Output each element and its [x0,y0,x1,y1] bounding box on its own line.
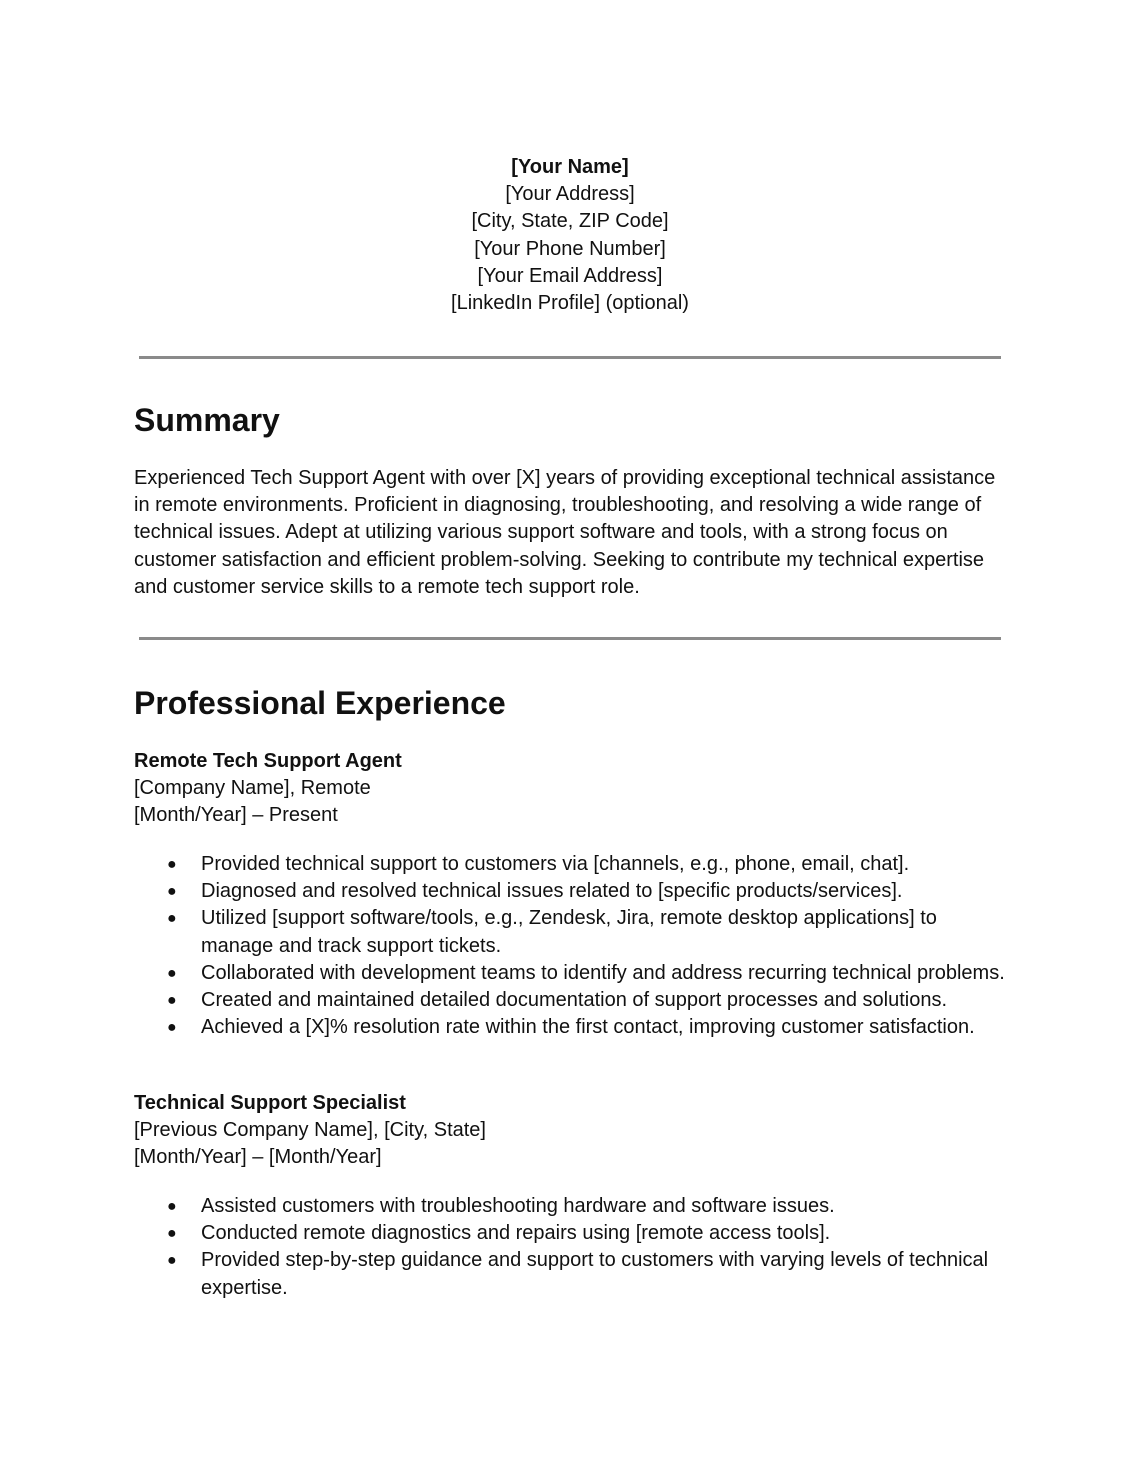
job-bullet-list [134,1193,1014,1302]
divider-middle [139,637,1001,640]
bullet-dot-icon: ● [167,964,177,982]
bullet-dot-icon: ● [167,1198,177,1215]
summary-text: Experienced Tech Support Agent with over [X] years of providing exceptional technical assistance in remote environments. Proficient in diagnosing, troubleshooting, and resolving a wide range of technical issues. Adept at utilizing various support software and tools, with a strong focus on customer satisfaction and efficient problem-solving. Seeking to contribute my technical expertise and customer service skills to a remote tech support role. [134,467,996,598]
contact-header [0,154,1140,317]
experience-heading: Professional Experience [134,685,506,721]
bullet-item [134,1193,1014,1220]
bullet-text: Created and maintained detailed documentation of support processes and solutions. [201,989,948,1012]
bullet-item [134,878,1014,905]
bullet-text: Utilized [support software/tools, e.g., Zendesk, Jira, remote desktop applications] to manage and track support tickets. [201,907,937,957]
bullet-text: Achieved a [X]% resolution rate within the first contact, improving customer satisfaction. [201,1016,975,1039]
bullet-dot-icon: ● [167,856,177,873]
divider-top [139,356,1001,359]
bullet-text: Provided technical support to customers via [channels, e.g., phone, email, chat]. [201,853,910,875]
job-title: Technical Support Specialist [134,1092,406,1114]
job-dates: [Month/Year] – Present [134,804,338,827]
bullet-item [134,987,1014,1014]
bullet-dot-icon: ● [167,1225,177,1243]
job-entry [134,748,1014,830]
contact-name: [Your Name] [511,156,629,178]
bullet-item [134,960,1014,987]
job-bullet-list [134,851,1014,1041]
bullet-text: Collaborated with development teams to identify and address recurring technical problems. [201,961,1005,984]
job-title: Remote Tech Support Agent [134,750,402,772]
bullet-text: Provided step-by-step guidance and support to customers with varying levels of technical expertise. [201,1249,989,1299]
contact-linkedin: [LinkedIn Profile] (optional) [451,292,689,315]
bullet-dot-icon: ● [167,883,177,901]
summary-heading: Summary [134,402,280,438]
contact-phone: [Your Phone Number] [474,237,666,260]
bullet-item [134,905,1014,959]
bullet-text: Conducted remote diagnostics and repairs using [remote access tools]. [201,1222,831,1245]
bullet-item [134,851,1014,878]
job-company: [Company Name], Remote [134,777,371,800]
bullet-dot-icon: ● [167,1252,177,1270]
contact-address: [Your Address] [505,183,635,206]
job-company: [Previous Company Name], [City, State] [134,1119,486,1142]
bullet-item [134,1247,1014,1301]
bullet-item [134,1014,1014,1041]
bullet-text: Diagnosed and resolved technical issues related to [specific products/services]. [201,880,903,903]
bullet-dot-icon: ● [167,910,177,928]
bullet-text: Assisted customers with troubleshooting hardware and software issues. [201,1195,835,1217]
bullet-item [134,1220,1014,1247]
contact-email: [Your Email Address] [477,264,663,287]
bullet-dot-icon: ● [167,992,177,1010]
job-dates: [Month/Year] – [Month/Year] [134,1146,382,1169]
bullet-dot-icon: ● [167,1019,177,1037]
job-entry [134,1090,1014,1172]
contact-city-state-zip: [City, State, ZIP Code] [471,210,669,233]
